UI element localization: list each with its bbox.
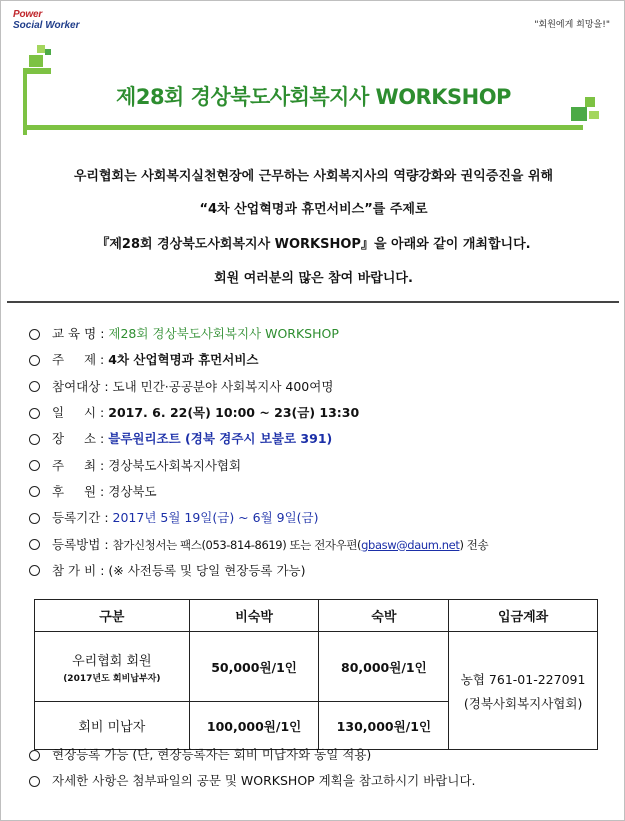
- member-note: (2017년도 회비납부자): [63, 673, 161, 684]
- list-item-course: 교 육 명 : 제28회 경상북도사회복지사 WORKSHOP: [29, 321, 619, 347]
- item-value: 제28회 경상북도사회복지사 WORKSHOP: [108, 326, 339, 342]
- circle-bullet-icon: [29, 381, 40, 392]
- table-cell-type: 우리협회 회원 (2017년도 회비납부자): [35, 632, 190, 702]
- list-item-host: 주 최 : 경상북도사회복지사협회: [29, 452, 619, 478]
- item-label: 참여대상: [52, 378, 101, 394]
- table-header-row: [35, 600, 598, 632]
- item-label: 후 원: [52, 483, 97, 499]
- circle-bullet-icon: [29, 434, 40, 445]
- item-value: 경상북도사회복지사협회: [108, 457, 242, 473]
- circle-bullet-icon: [29, 565, 40, 576]
- table-cell-stay: 130,000원/1인: [319, 702, 449, 750]
- item-label: 장 소: [52, 431, 97, 447]
- circle-bullet-icon: [29, 460, 40, 471]
- list-item-venue: 장 소 : 블루원리조트 (경북 경주시 보불로 391): [29, 426, 619, 452]
- circle-bullet-icon: [29, 355, 40, 366]
- item-label: 참 가 비: [52, 562, 97, 578]
- title-underline-bar: [23, 125, 583, 130]
- table-cell-type: 회비 미납자: [35, 702, 190, 750]
- circle-bullet-icon: [29, 776, 40, 787]
- decor-square: [37, 45, 45, 53]
- list-item-fee: 참 가 비 : (※ 사전등록 및 당일 현장등록 가능): [29, 558, 619, 584]
- item-value: 4차 산업혁명과 휴먼서비스: [108, 352, 259, 368]
- item-label: 주 최: [52, 457, 97, 473]
- table-cell-non-stay: 50,000원/1인: [189, 632, 319, 702]
- list-item-registration-period: 등록기간 : 2017년 5월 19일(금) ~ 6월 9일(금): [29, 505, 619, 531]
- item-value: 블루원리조트 (경북 경주시 보불로 391): [108, 431, 333, 447]
- logo: [13, 9, 85, 35]
- decor-square: [589, 111, 599, 119]
- circle-bullet-icon: [29, 329, 40, 340]
- item-label: 일 시: [52, 405, 97, 421]
- item-value: 도내 민간·공공분야 사회복지사 400여명: [112, 378, 334, 394]
- list-item-theme: 주 제 : 4차 산업혁명과 휴먼서비스: [29, 347, 619, 373]
- email-link[interactable]: gbasw@daum.net: [361, 537, 460, 552]
- item-label: 등록방법: [52, 536, 101, 552]
- column-header: 숙박: [319, 600, 449, 632]
- intro-line-2: “4차 산업혁명과 휴먼서비스”를 주제로: [199, 202, 428, 217]
- table-row: [35, 632, 598, 702]
- circle-bullet-icon: [29, 539, 40, 550]
- circle-bullet-icon: [29, 513, 40, 524]
- intro-line-3: 『제28회 경상북도사회복지사 WORKSHOP』을 아래와 같이 개최합니다.: [96, 237, 531, 252]
- logo-power-text: Power: [13, 9, 43, 20]
- column-header: 구분: [35, 600, 190, 632]
- item-value: 2017년 5월 19일(금) ~ 6월 9일(금): [112, 510, 319, 526]
- notes-list: [29, 742, 619, 795]
- item-label: 교 육 명: [52, 326, 97, 342]
- table-cell-non-stay: 100,000원/1인: [189, 702, 319, 750]
- details-list: [29, 321, 619, 584]
- item-label: 등록기간: [52, 510, 101, 526]
- list-item-sponsor: 후 원 : 경상북도: [29, 479, 619, 505]
- account-holder: (경북사회복지사협회): [463, 695, 583, 711]
- table-cell-account: [449, 632, 598, 750]
- note-item: 현장등록 가능 (단, 현장등록자는 회비 미납자와 동일 적용): [29, 742, 619, 768]
- intro-line-4: 회원 여러분의 많은 참여 바랍니다.: [214, 271, 413, 286]
- column-header: 입금계좌: [449, 600, 598, 632]
- section-divider: [7, 301, 619, 303]
- item-value: 참가신청서는 팩스(053-814-8619) 또는 전자우편(gbasw@daum.net) 전송: [112, 537, 489, 552]
- item-value: (※ 사전등록 및 당일 현장등록 가능): [108, 562, 306, 578]
- list-item-registration-method: 등록방법 : 참가신청서는 팩스(053-814-8619) 또는 전자우편(gbasw@daum.net) 전송: [29, 531, 619, 557]
- column-header: 비숙박: [189, 600, 319, 632]
- list-item-target: 참여대상 : 도내 민간·공공분야 사회복지사 400여명: [29, 374, 619, 400]
- item-value: 2017. 6. 22(목) 10:00 ~ 23(금) 13:30: [108, 405, 360, 421]
- list-item-datetime: 일 시 : 2017. 6. 22(목) 10:00 ~ 23(금) 13:30: [29, 400, 619, 426]
- table-cell-stay: 80,000원/1인: [319, 632, 449, 702]
- decor-square: [29, 55, 43, 67]
- decor-bar: [23, 68, 51, 74]
- item-label: 주 제: [52, 352, 97, 368]
- logo-social-worker-text: Social Worker: [13, 20, 80, 31]
- account-bank: 농협 761-01-227091: [460, 671, 586, 687]
- circle-bullet-icon: [29, 486, 40, 497]
- fee-table: [34, 599, 598, 750]
- slogan: "회원에게 희망을!": [534, 20, 610, 30]
- item-value: 경상북도: [108, 483, 157, 499]
- circle-bullet-icon: [29, 408, 40, 419]
- page-title: 제28회 경상북도사회복지사 WORKSHOP: [116, 85, 511, 109]
- note-item: 자세한 사항은 첨부파일의 공문 및 WORKSHOP 계획을 참고하시기 바랍니다.: [29, 768, 619, 794]
- intro-line-1: 우리협회는 사회복지실천현장에 근무하는 사회복지사의 역량강화와 권익증진을 위해: [73, 169, 554, 184]
- circle-bullet-icon: [29, 750, 40, 761]
- decor-square: [45, 49, 51, 55]
